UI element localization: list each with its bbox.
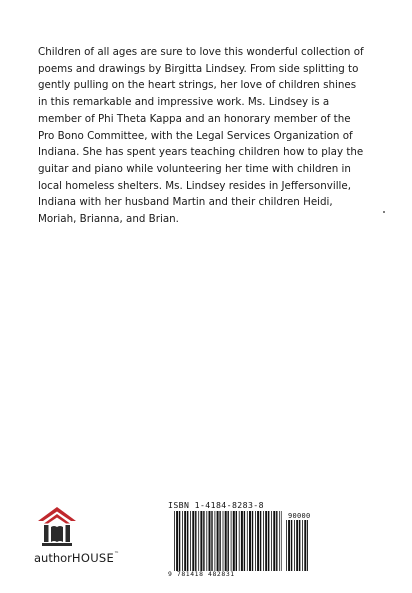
barcode-bars	[174, 511, 282, 571]
blurb-line: Indiana with her husband Martin and their children Heidi,	[38, 196, 333, 209]
house-book-icon	[34, 505, 144, 549]
blurb-line: local homeless shelters. Ms. Lindsey resides in Jeffersonville,	[38, 179, 352, 192]
blurb-line: member of Phi Theta Kappa and an honorary member of the	[38, 112, 351, 125]
back-cover-blurb	[38, 44, 376, 228]
blurb-line: in this remarkable and impressive work. Ms. Lindsey is a	[38, 96, 330, 109]
blurb-line: Indiana. She has spent years teaching children how to play the	[38, 146, 364, 159]
isbn-barcode	[168, 500, 311, 580]
blurb-line: Children of all ages are sure to love this wonderful collection of	[38, 46, 364, 58]
barcode-digits: 9 781418 482831	[168, 570, 235, 578]
blurb-line: guitar and piano while volunteering her time with children in	[38, 162, 351, 175]
publisher-name	[34, 551, 144, 565]
blurb-line: poems and drawings by Birgitta Lindsey. From side splitting to	[38, 62, 359, 75]
stray-mark	[383, 211, 385, 213]
isbn-label: ISBN 1-4184-8283-8	[168, 500, 264, 510]
addon-barcode-bars	[286, 520, 308, 571]
publisher-logo	[34, 505, 144, 575]
price-code: 90000	[288, 512, 311, 520]
blurb-line-last: Moriah, Brianna, and Brian.	[38, 213, 179, 226]
trademark-symbol: ™	[114, 551, 120, 557]
publisher-name-part1: author	[34, 551, 72, 565]
blurb-line: Pro Bono Committee, with the Legal Services Organization of	[38, 129, 353, 142]
publisher-name-part2: HOUSE	[71, 551, 115, 565]
blurb-line: gently pulling on the heart strings, her love of children shines	[38, 79, 357, 92]
